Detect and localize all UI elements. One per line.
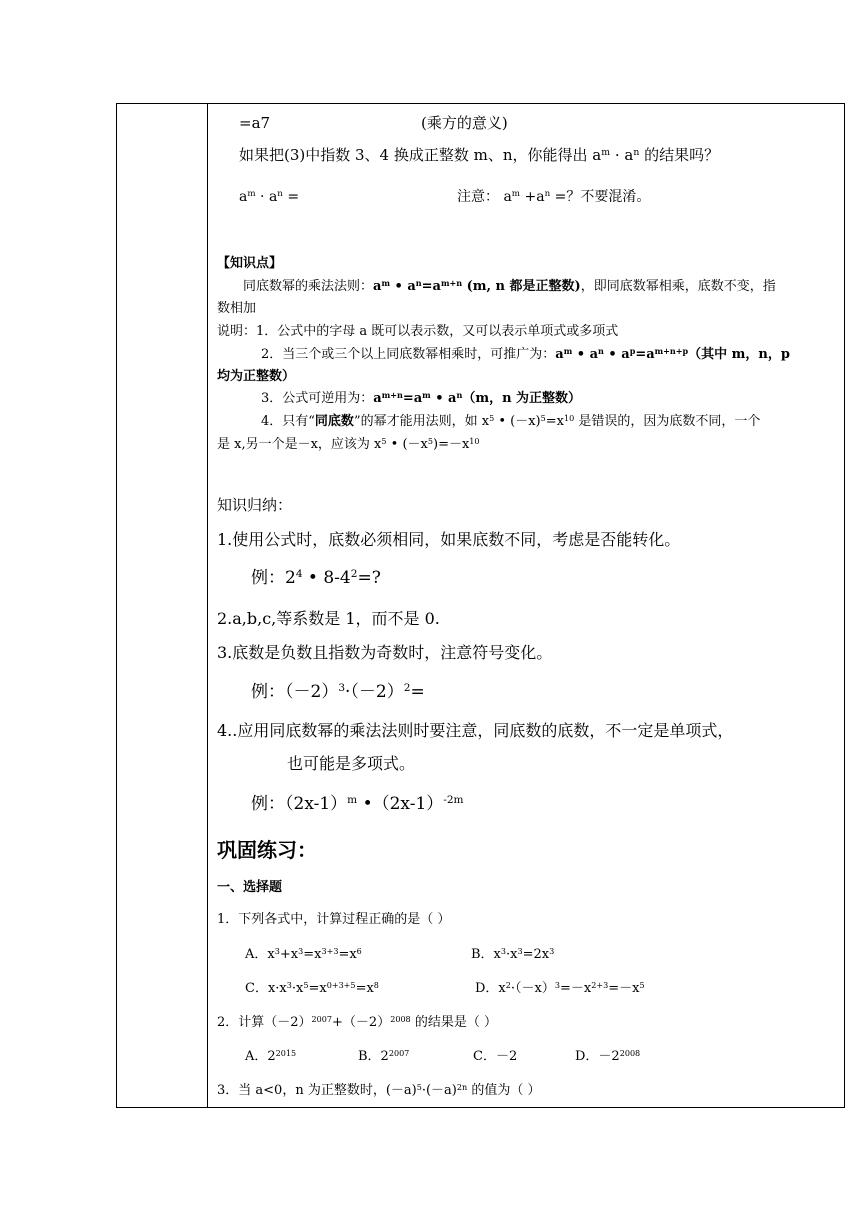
question-2: 2．计算$(-2)^{2007}+(-2)^{2008}$ 的结果是（ ） xyxy=(217,1014,497,1030)
knowledge-note2-wrap: 均为正整数） xyxy=(217,369,296,384)
question-3: 3．当 a<0，n 为正整数时，$(-a)^5\cdot(-a)^{2n}$ 的值为（ ） xyxy=(217,1082,541,1098)
knowledge-note2: 2．当三个或三个以上同底数幂相乘时，可推广为：$a^m$ • $a^n$ • $a^p=a^{m+n+p}$（其中 m，n，p xyxy=(261,345,790,362)
summary-example4: 例：$(2x-1)^m$ $•(2x-1)^{-2m}$ xyxy=(251,794,464,814)
intro-line1-left: =a7 xyxy=(239,114,271,132)
summary-example3: 例：$(-2)^3\cdot(-2)^2=$ xyxy=(251,682,425,702)
knowledge-heading: 【知识点】 xyxy=(217,256,283,271)
knowledge-note3: 3．公式可逆用为：$a^{m+n}=a^m$ • $a^n(m$，n 为正整数） xyxy=(261,389,582,406)
content-table xyxy=(116,103,845,1108)
knowledge-rule: 同底数幂的乘法法则：$a^m$ • $a^n=a^{m+n}$ (m, n 都是正整数)，即同底数幂相乘，底数不变，指 xyxy=(243,277,776,294)
intro-line1-right: (乘方的意义) xyxy=(421,114,508,132)
knowledge-rule-wrap: 数相加 xyxy=(217,301,257,316)
question-1-option-a: A．$x^3+x^3=x^{3+3}=x^6$ xyxy=(245,946,362,962)
summary-example1: 例：$2^4$ • $8-4^2=$? xyxy=(251,568,381,588)
intro-line3-formula: $a^m \cdot a^n$ = xyxy=(239,189,300,205)
question-1-option-b: B．$x^3\cdot x^3=2x^3$ xyxy=(471,946,555,962)
intro-line2: 如果把(3)中指数 3、4 换成正整数 m、n，你能得出 $a^m \cdot a^n$ 的结果吗？ xyxy=(239,146,720,164)
column-divider xyxy=(207,104,208,1107)
knowledge-note4: 4．只有“同底数”的幂才能用法则，如 $x^5$ • $(-x)^5=x^{10}$ 是错误的，因为底数不同，一个 xyxy=(261,413,761,429)
intro-line3-note: 注意： $a^m +a^n$ =？不要混淆。 xyxy=(457,189,651,205)
knowledge-note4-wrap: 是 x,另一个是－x，应该为 $x^5$ • $(-x^5)=-x^{10}$ xyxy=(217,436,480,452)
question-2-option-d: D．$-2^{2008}$ xyxy=(575,1048,641,1064)
practice-heading: 巩固练习： xyxy=(217,838,317,862)
question-2-option-b: B．$2^{2007}$ xyxy=(358,1048,410,1064)
practice-section1: 一、选择题 xyxy=(217,880,283,895)
question-2-option-c: C．－2 xyxy=(473,1049,518,1064)
summary-item4-wrap: 也可能是多项式。 xyxy=(287,754,416,773)
summary-item2: 2.a,b,c,等系数是 1，而不是 0. xyxy=(217,609,440,628)
question-1-option-d: D．$x^2\cdot(-x)^3=-x^{2+3}=-x^5$ xyxy=(475,980,645,996)
summary-heading: 知识归纳： xyxy=(217,496,293,514)
question-1-option-c: C．$x\cdot x^3\cdot x^5=x^{0+3+5}=x^8$ xyxy=(245,980,379,996)
knowledge-note1: 说明：1．公式中的字母 a 既可以表示数，又可以表示单项式或多项式 xyxy=(217,324,619,339)
summary-item3: 3.底数是负数且指数为奇数时，注意符号变化。 xyxy=(217,643,553,662)
question-1: 1．下列各式中，计算过程正确的是（ ） xyxy=(217,912,451,927)
summary-item4: 4..应用同底数幂的乘法法则时要注意，同底数的底数，不一定是单项式， xyxy=(217,721,734,740)
summary-item1: 1.使用公式时，底数必须相同，如果底数不同，考虑是否能转化。 xyxy=(217,530,681,549)
question-2-option-a: A．$2^{2015}$ xyxy=(245,1048,297,1064)
